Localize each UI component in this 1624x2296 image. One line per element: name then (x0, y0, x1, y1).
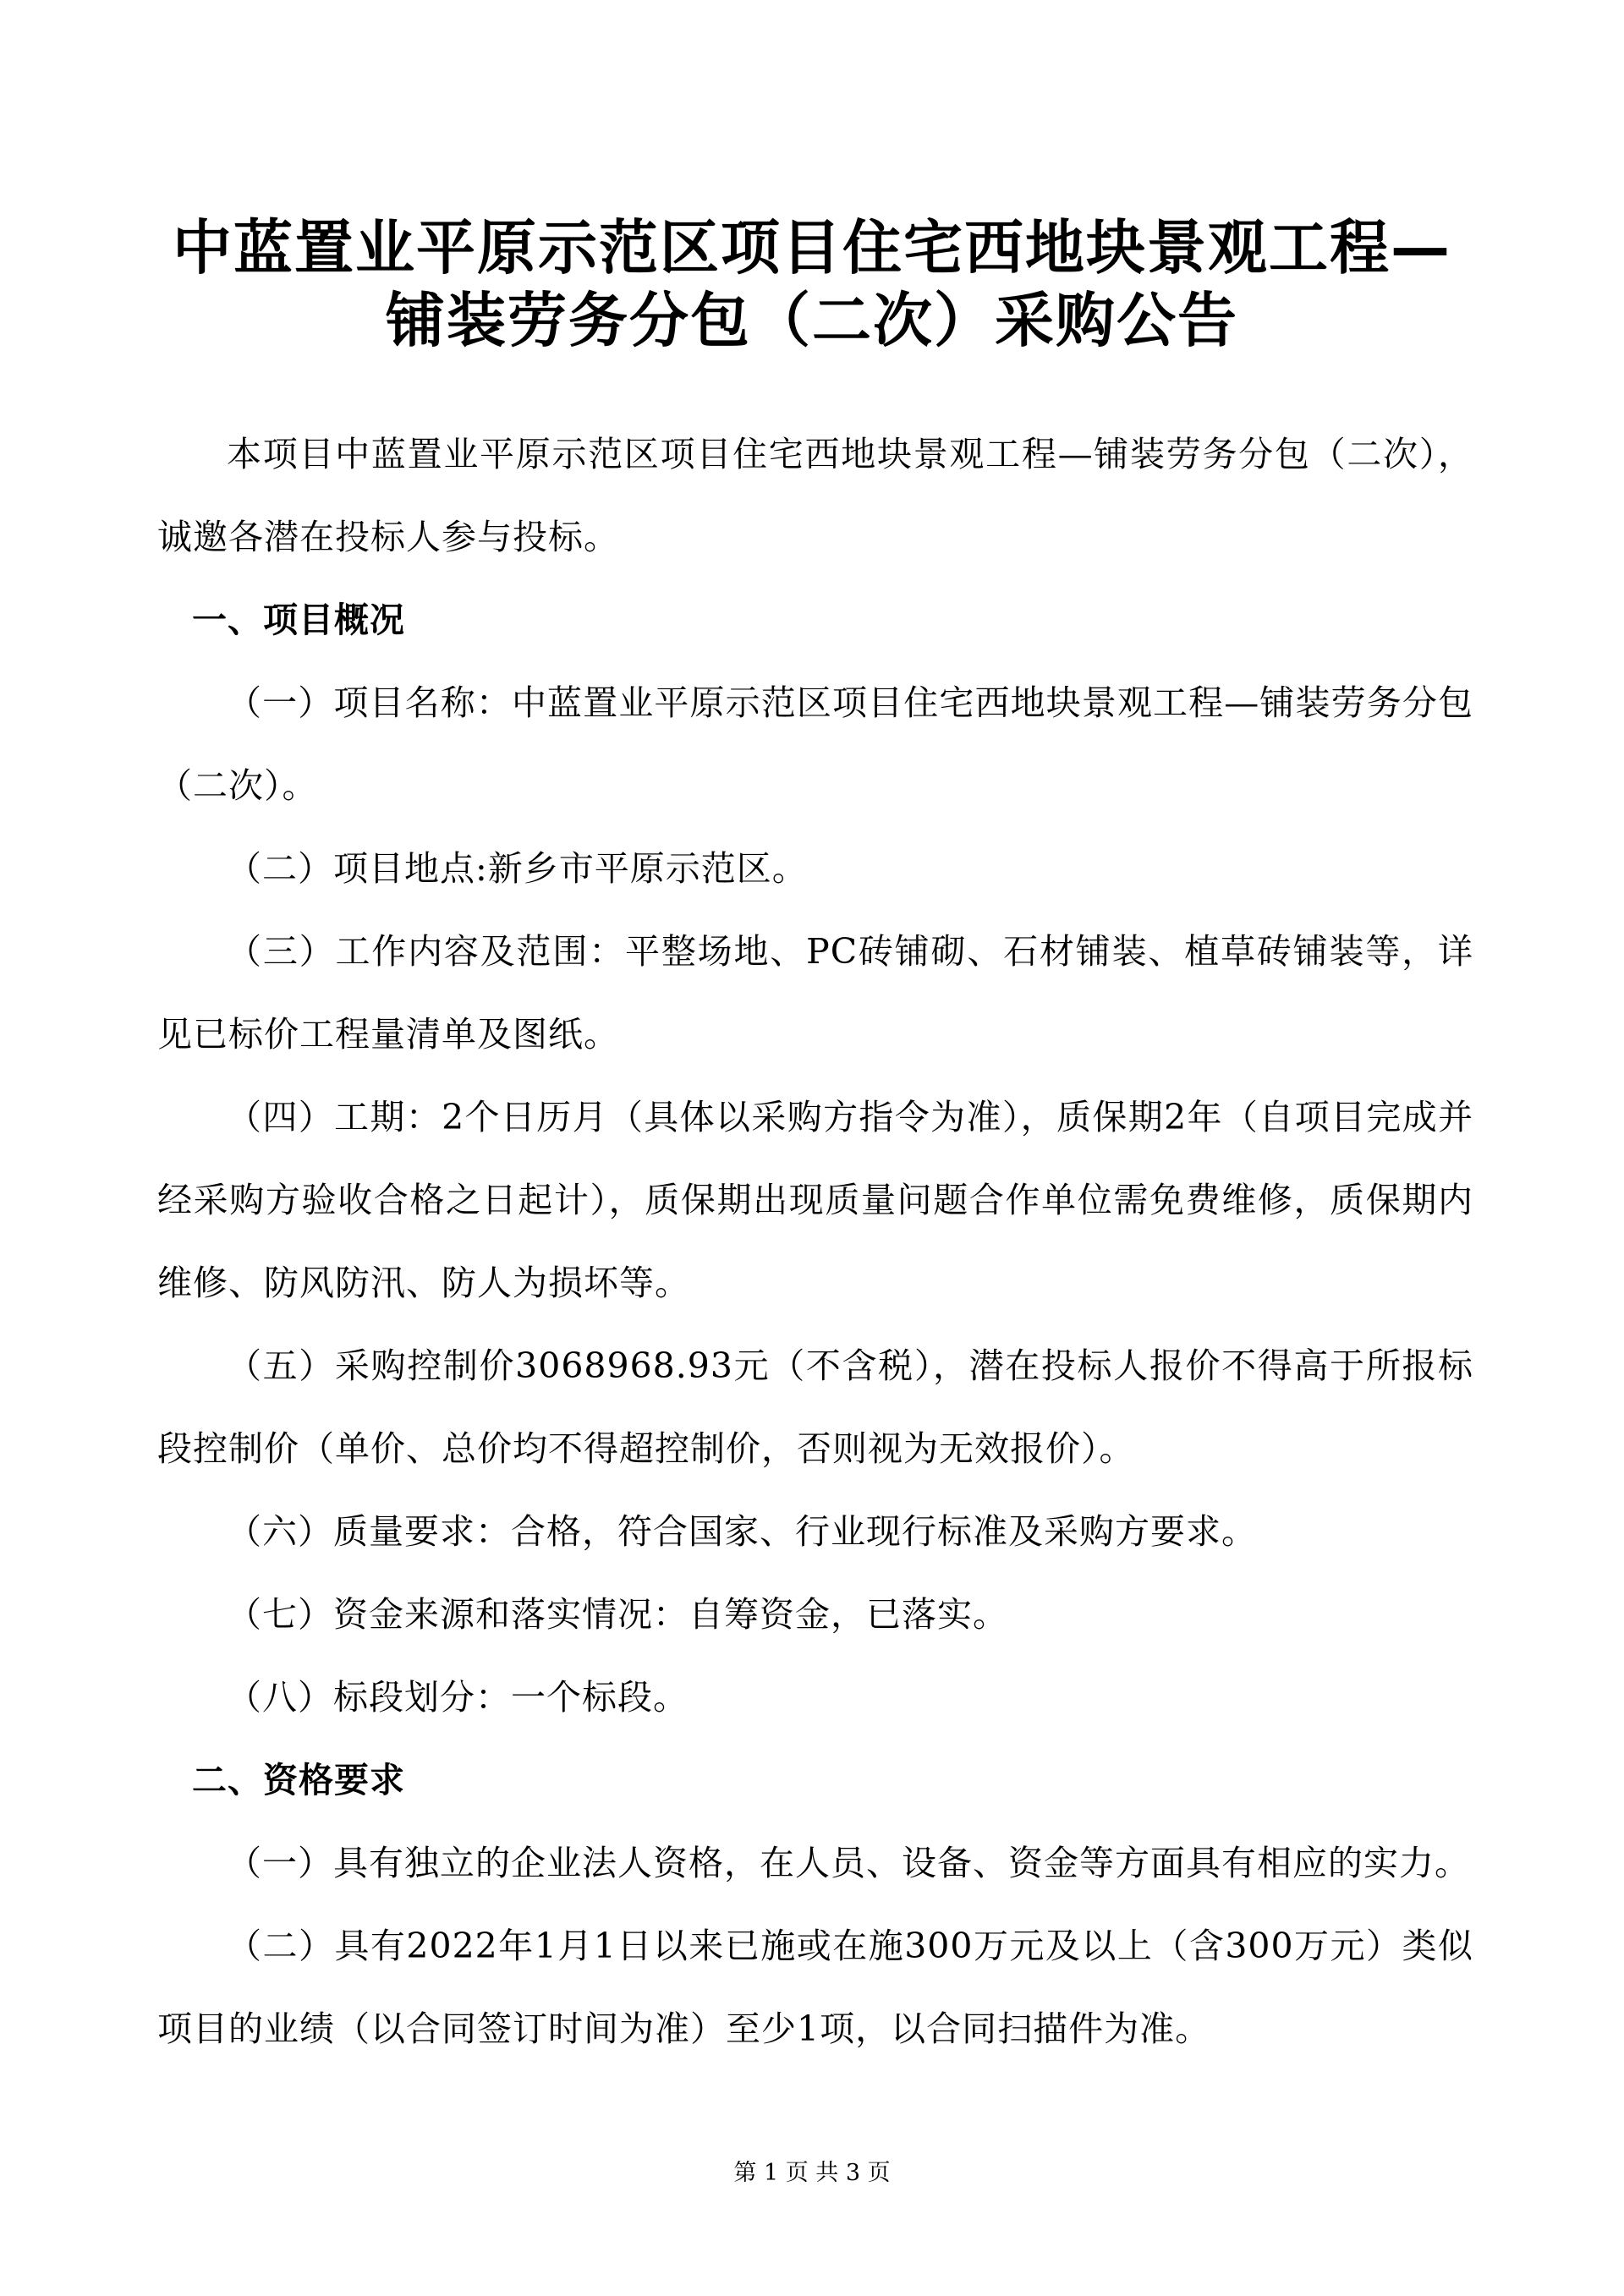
overview-item-2: （二）项目地点:新乡市平原示范区。 (227, 848, 808, 889)
document-title (0, 211, 1624, 357)
document-body (157, 413, 1473, 2070)
overview-item-7: （七）资金来源和落实情况：自筹资金，已落实。 (227, 1594, 1008, 1635)
title-line-2: 铺装劳务分包（二次）采购公告 (386, 286, 1238, 355)
overview-item-3: （三）工作内容及范围：平整场地、PC砖铺砌、石材铺装、植草砖铺装等，详见已标价工程量清单及图纸。 (157, 931, 1473, 1055)
qualification-item-2: （二）具有2022年1月1日以来已施或在施300万元及以上（含300万元）类似项目的业绩（以合同签订时间为准）至少1项，以合同扫描件为准。 (157, 1926, 1473, 2049)
overview-item-5: （五）采购控制价3068968.93元（不含税），潜在投标人报价不得高于所报标段控制价（单价、总价均不得超控制价，否则视为无效报价）。 (157, 1345, 1473, 1469)
section-heading-overview: 一、项目概况 (192, 600, 405, 640)
overview-item-8: （八）标段划分：一个标段。 (227, 1677, 689, 1718)
title-line-1: 中蓝置业平原示范区项目住宅西地块景观工程— (173, 213, 1451, 282)
page-footer: 第 1 页 共 3 页 (733, 2160, 891, 2186)
intro-paragraph: 本项目中蓝置业平原示范区项目住宅西地块景观工程—铺装劳务分包（二次），诚邀各潜在投标人参与投标。 (157, 434, 1473, 557)
overview-item-4: （四）工期：2个日历月（具体以采购方指令为准），质保期2年（自项目完成并经采购方验收合格之日起计），质保期出现质量问题合作单位需免费维修，质保期内维修、防风防汛、防人为损坏等。 (157, 1097, 1473, 1303)
overview-item-6: （六）质量要求：合格，符合国家、行业现行标准及采购方要求。 (227, 1511, 1257, 1552)
section-heading-qualification: 二、资格要求 (192, 1760, 405, 1800)
overview-item-1: （一）项目名称：中蓝置业平原示范区项目住宅西地块景观工程—铺装劳务分包（二次）。 (157, 682, 1473, 806)
qualification-item-1: （一）具有独立的企业法人资格，在人员、设备、资金等方面具有相应的实力。 (227, 1843, 1470, 1883)
